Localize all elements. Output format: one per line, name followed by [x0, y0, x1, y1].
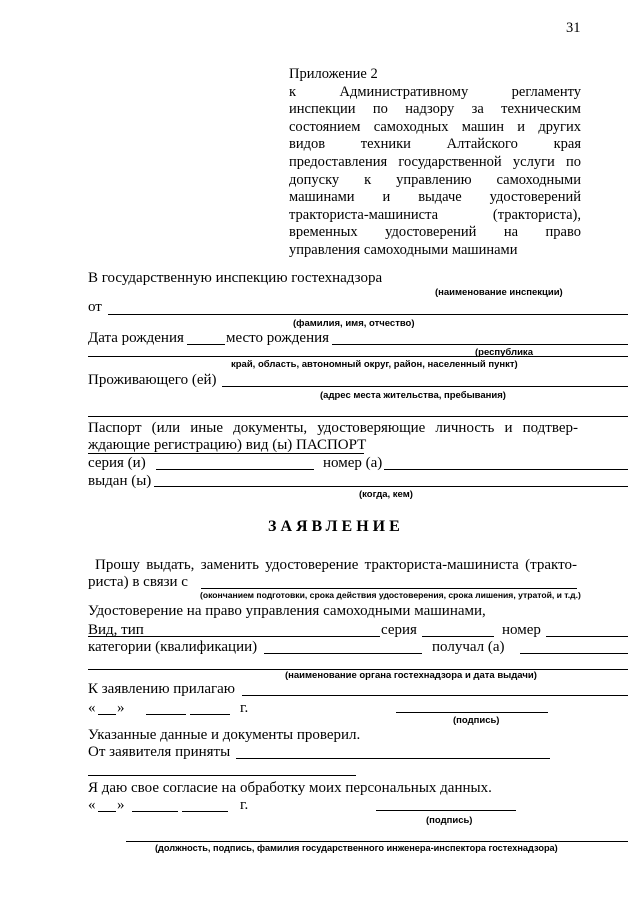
appendix-line: к Административному регламенту — [289, 83, 581, 100]
consent-day-field[interactable] — [98, 811, 116, 812]
consent-year-field[interactable] — [182, 811, 228, 812]
fio-hint: (фамилия, имя, отчество) — [293, 318, 415, 329]
consent-signature-hint: (подпись) — [426, 815, 473, 826]
category-label: категории (квалификации) — [88, 639, 258, 655]
from-label: от — [88, 299, 102, 315]
date-open-quote: « — [88, 700, 96, 716]
license-number-field[interactable] — [546, 636, 628, 637]
series-label: серия (и) — [88, 455, 146, 471]
consent-year-label: г. — [240, 797, 249, 813]
region-hint: край, область, автономный округ, район, населенный пункт) — [231, 359, 518, 370]
request-line-2: риста) в связи с — [88, 574, 188, 590]
address-field[interactable] — [222, 386, 628, 387]
year-field[interactable] — [190, 714, 230, 715]
issued-hint: (когда, кем) — [359, 489, 413, 500]
license-label: Удостоверение на право управления самоходными машинами, — [88, 603, 486, 619]
region-field[interactable] — [88, 356, 628, 357]
birth-date-label: Дата рождения — [88, 330, 184, 346]
consent-label: Я даю свое согласие на обработку моих персональных данных. — [88, 780, 492, 796]
address-field-2[interactable] — [88, 416, 628, 417]
page-number: 31 — [566, 20, 581, 36]
reason-field[interactable] — [201, 588, 577, 589]
consent-date-open-quote: « — [88, 797, 96, 813]
accepted-field[interactable] — [236, 758, 550, 759]
consent-date-close-quote: » — [117, 797, 125, 813]
appendix-line: тракториста-машиниста (тракториста), — [289, 206, 581, 223]
document-title: ЗАЯВЛЕНИЕ — [268, 518, 404, 535]
republic-hint: (республика — [475, 347, 533, 358]
passport-line-2: ждающие регистрацию) вид (ы) ПАСПОРТ — [88, 437, 367, 453]
fio-field[interactable] — [108, 314, 628, 315]
inspection-hint: (наименование инспекции) — [435, 287, 563, 298]
year-label: г. — [240, 700, 249, 716]
appendix-line: допуску к управлению самоходными — [289, 171, 581, 188]
attached-field[interactable] — [242, 695, 628, 696]
birth-place-label: место рождения — [226, 330, 330, 346]
day-field[interactable] — [98, 714, 116, 715]
authority-hint: (наименование органа гостехнадзора и дата выдачи) — [285, 670, 537, 681]
series-field[interactable] — [156, 469, 314, 470]
accepted-field-2[interactable] — [88, 775, 356, 776]
to-inspection-label: В государственную инспекцию гостехнадзора — [88, 270, 383, 286]
inspector-hint: (должность, подпись, фамилия государственного инженера-инспектора гостехнадзора) — [155, 843, 558, 853]
signature-field[interactable] — [396, 712, 548, 713]
residing-label: Проживающего (ей) — [88, 372, 217, 388]
address-hint: (адрес места жительства, пребывания) — [320, 390, 506, 401]
signature-hint: (подпись) — [453, 715, 500, 726]
passport-line-1: Паспорт (или иные документы, удостоверяющие личность и подтвер- — [88, 420, 578, 436]
attached-label: К заявлению прилагаю — [88, 681, 235, 697]
license-series-label: серия — [381, 622, 417, 638]
appendix-line: видов техники Алтайского края — [289, 136, 581, 153]
month-field[interactable] — [146, 714, 186, 715]
appendix-line: инспекции по надзору за техническим — [289, 101, 581, 118]
request-line-1: Прошу выдать, заменить удостоверение тракториста-машиниста (тракто- — [95, 557, 577, 573]
type-label: Вид, тип — [88, 622, 144, 638]
accepted-label: От заявителя приняты — [88, 744, 231, 760]
appendix-line: машинами и выдаче удостоверений — [289, 189, 581, 206]
license-series-field[interactable] — [422, 636, 494, 637]
number-field[interactable] — [384, 469, 628, 470]
appendix-title: Приложение 2 — [289, 66, 378, 82]
appendix-line: временных удостоверений на право — [289, 224, 581, 241]
consent-signature-field[interactable] — [376, 810, 516, 811]
date-close-quote: » — [117, 700, 125, 716]
issued-label: выдан (ы) — [88, 473, 152, 489]
received-label: получал (а) — [432, 639, 505, 655]
number-label: номер (а) — [323, 455, 383, 471]
license-number-label: номер — [502, 622, 541, 638]
appendix-line: состоянием самоходных машин и других — [289, 118, 581, 135]
birth-place-field[interactable] — [332, 344, 628, 345]
birth-date-field[interactable] — [187, 344, 225, 345]
checked-label: Указанные данные и документы проверил. — [88, 727, 361, 743]
reason-hint: (окончанием подготовки, срока действия удостоверения, срока лишения, утратой, и т.д.) — [200, 590, 581, 600]
category-field[interactable] — [264, 653, 422, 654]
consent-month-field[interactable] — [132, 811, 178, 812]
passport-underline — [88, 453, 364, 454]
appendix-line: предоставления государственной услуги по — [289, 153, 581, 170]
received-field[interactable] — [520, 653, 628, 654]
appendix-block — [289, 66, 581, 260]
appendix-line: управления самоходными машинами — [289, 241, 518, 258]
type-field[interactable] — [88, 636, 380, 637]
inspector-field[interactable] — [126, 841, 628, 842]
issued-field[interactable] — [154, 486, 628, 487]
